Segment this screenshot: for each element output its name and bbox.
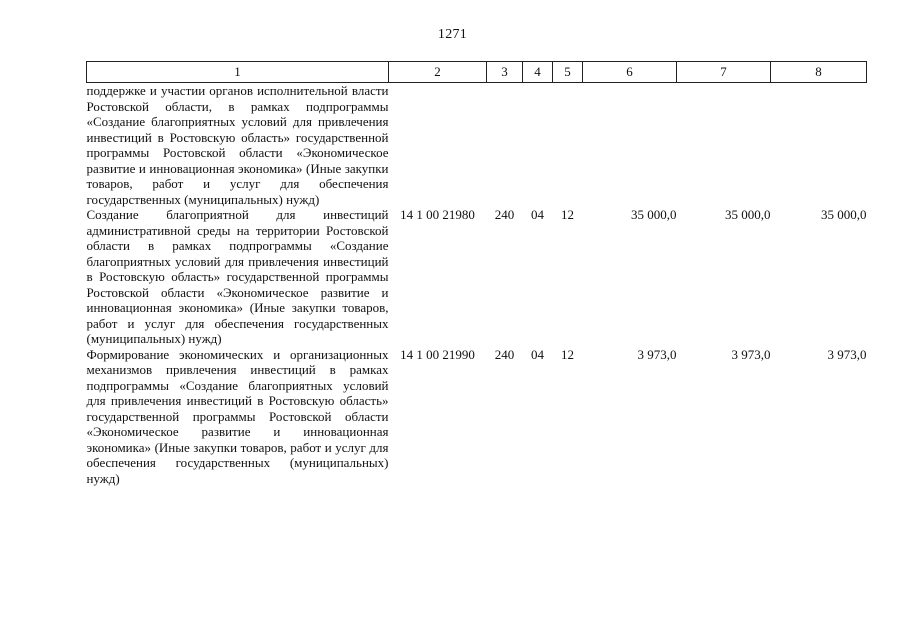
header-row [87,62,867,83]
header-col-8: 8 [771,62,867,83]
header-col-6: 6 [583,62,677,83]
row-pr: 12 [561,207,574,222]
row-amount-1: 3 973,0 [637,346,677,362]
row-amount-2: 35 000,0 [725,207,771,222]
row-rz: 04 [531,207,544,222]
row-pr: 12 [561,346,574,362]
row-amount-3: 35 000,0 [821,207,867,222]
row-pr [553,83,583,208]
row-amount-3 [771,83,867,208]
row-rz: 04 [531,346,544,362]
table-body [87,83,867,487]
row-amount-1 [583,83,677,208]
header-col-7: 7 [677,62,771,83]
row-description: поддержке и участии органов исполнительной власти Ростовской области, в рамках подпрограммы «Создание благоприятных условий для привлечения инвестиций в Ростовскую область» государственной программы Ростовской области «Экономическое развитие и инновационная экономика» (Иные закупки товаров, работ и услуг для обеспечения государственных (муниципальных) нужд) [86,83,389,207]
row-rz [523,83,553,208]
row-vr: 240 [494,207,515,222]
table-row [87,83,867,208]
row-code: 14 1 00 21980 [400,207,475,222]
header-col-3: 3 [487,62,523,83]
row-code: 14 1 00 21990 [400,346,475,362]
header-col-2: 2 [389,62,487,83]
row-description: Создание благоприятной для инвестиций административной среды на территории Ростовской области в рамках подпрограммы «Создание благоприятных условий для привлечения инвестиций в Ростовскую область» государственной программы Ростовской области «Экономическое развитие и инновационная экономика» (Иные закупки товаров, работ и услуг для обеспечения государственных (муниципальных) нужд) [86,207,389,346]
table-row [87,347,867,487]
header-col-4: 4 [523,62,553,83]
row-description: Формирование экономических и организационных механизмов привлечения инвестиций в рамках подпрограммы «Создание благоприятных условий для привлечения инвестиций в Ростовскую область» государственной программы Ростовской области «Экономическое развитие и инновационная экономика» (Иные закупки товаров, работ и услуг для обеспечения государственных (муниципальных) нужд) [86,346,389,486]
table-row [87,207,867,347]
header-col-1: 1 [87,62,389,83]
row-vr: 240 [494,346,515,362]
table-header [87,62,867,83]
row-amount-2: 3 973,0 [731,346,771,362]
header-col-5: 5 [553,62,583,83]
row-amount-2 [677,83,771,208]
row-amount-1: 35 000,0 [631,207,677,222]
row-code [389,83,487,208]
row-amount-3: 3 973,0 [827,346,867,362]
budget-table [86,61,867,486]
row-vr [487,83,523,208]
page-number: 1271 [437,27,468,42]
